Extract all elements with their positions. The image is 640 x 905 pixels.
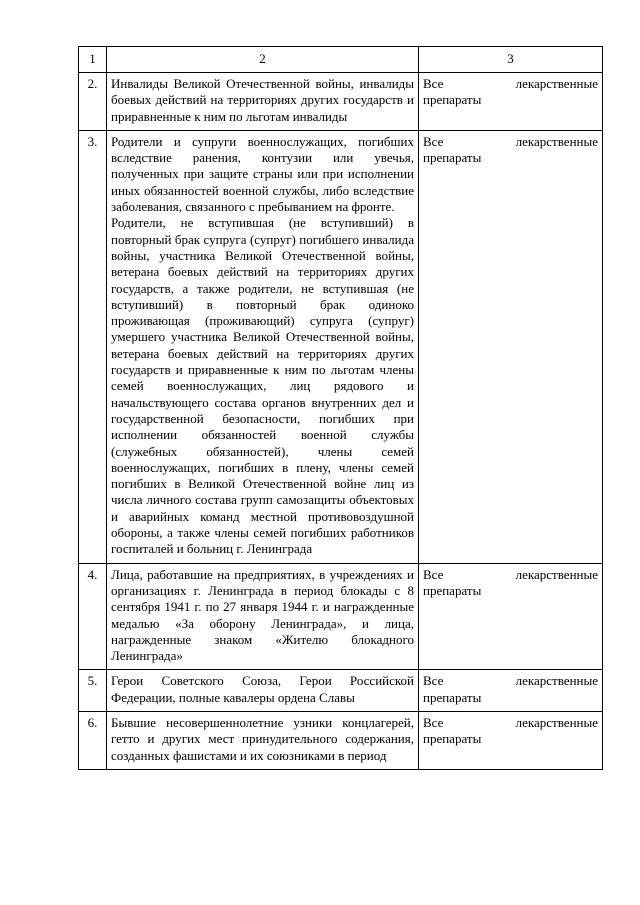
column-header-3: 3	[419, 47, 603, 73]
description-paragraph: Лица, работавшие на предприятиях, в учреждениях и организациях г. Ленинграда в период блокады с 8 сентября 1941 г. по 27 января 1944 г. и награжденные медалью «За оборону Ленинграда», и лица, награжденные знаком «Жителю блокадного Ленинграда»	[111, 566, 414, 664]
table-row	[79, 563, 603, 670]
table-header-row	[79, 47, 603, 73]
drugs-word-medicinal: лекарственные	[515, 133, 598, 149]
drugs-first-line	[423, 567, 598, 583]
row-number: 4.	[79, 563, 107, 670]
drugs-word-preparations: препараты	[423, 731, 482, 747]
drugs-word-preparations: препараты	[423, 150, 482, 166]
row-description	[107, 130, 419, 563]
row-description	[107, 670, 419, 712]
table-row	[79, 73, 603, 131]
drugs-word-preparations: препараты	[423, 689, 482, 705]
row-number: 5.	[79, 670, 107, 712]
drugs-word-medicinal: лекарственные	[515, 673, 598, 689]
benefits-table	[78, 46, 603, 770]
column-header-2: 2	[107, 47, 419, 73]
drugs-word-medicinal: лекарственные	[515, 566, 598, 582]
table-row	[79, 130, 603, 563]
row-drugs	[419, 670, 603, 712]
drugs-first-line	[423, 76, 598, 92]
drugs-word-preparations: препараты	[423, 92, 482, 108]
drugs-first-line	[423, 134, 598, 150]
drugs-word-medicinal: лекарственные	[515, 714, 598, 730]
drugs-first-line	[423, 715, 598, 731]
drugs-word-preparations: препараты	[423, 582, 482, 598]
table-row	[79, 711, 603, 769]
drugs-word-all: Все	[423, 714, 444, 730]
row-number: 2.	[79, 73, 107, 131]
row-drugs	[419, 711, 603, 769]
drugs-word-medicinal: лекарственные	[515, 76, 598, 91]
description-paragraph: Герои Советского Союза, Герои Российской Федерации, полные кавалеры ордена Славы	[111, 673, 414, 705]
drugs-word-all: Все	[423, 133, 444, 149]
row-description	[107, 563, 419, 670]
drugs-word-all: Все	[423, 76, 444, 91]
row-number: 6.	[79, 711, 107, 769]
description-paragraph: Бывшие несовершеннолетние узники концлагерей, гетто и других мест принудительного содержания, созданных фашистами и их союзниками в период	[111, 714, 414, 763]
row-drugs	[419, 73, 603, 131]
row-description	[107, 711, 419, 769]
row-description	[107, 73, 419, 131]
column-header-1: 1	[79, 47, 107, 73]
description-paragraph: Родители и супруги военнослужащих, погибших вследствие ранения, контузии или увечья, полученных при защите страны или при исполнении иных обязанностей военной службы, либо вследствие заболевания, связанного с пребыванием на фронте.	[111, 133, 414, 215]
row-number: 3.	[79, 130, 107, 563]
row-drugs	[419, 563, 603, 670]
drugs-word-all: Все	[423, 566, 444, 582]
table-row	[79, 670, 603, 712]
description-paragraph: Инвалиды Великой Отечественной войны, инвалиды боевых действий на территориях других государств и приравненные к ним по льготам инвалиды	[111, 76, 414, 124]
description-paragraph: Родители, не вступившая (не вступивший) в повторный брак супруга (супруг) погибшего инвалида войны, участника Великой Отечественной войны, ветерана боевых действий на территориях других государств, а также родители, не вступившая (не вступивший) в повторный брак одиноко проживающая (проживающий) супруга (супруг) умершего участника Великой Отечественной войны, ветерана боевых действий на территориях других государств и приравненные к ним по льготам члены семей военнослужащих, лиц рядового и начальствующего состава органов внутренних дел и государственной безопасности, погибших при исполнении обязанностей военной службы (служебных обязанностей), члены семей военнослужащих, погибших в плену, члены семей погибших в Великой Отечественной войне лиц из числа личного состава групп самозащиты объектовых и аварийных команд местной противовоздушной обороны, а также члены семей погибших работников госпиталей и больниц г. Ленинграда	[111, 215, 414, 557]
drugs-first-line	[423, 673, 598, 689]
row-drugs	[419, 130, 603, 563]
drugs-word-all: Все	[423, 673, 444, 689]
